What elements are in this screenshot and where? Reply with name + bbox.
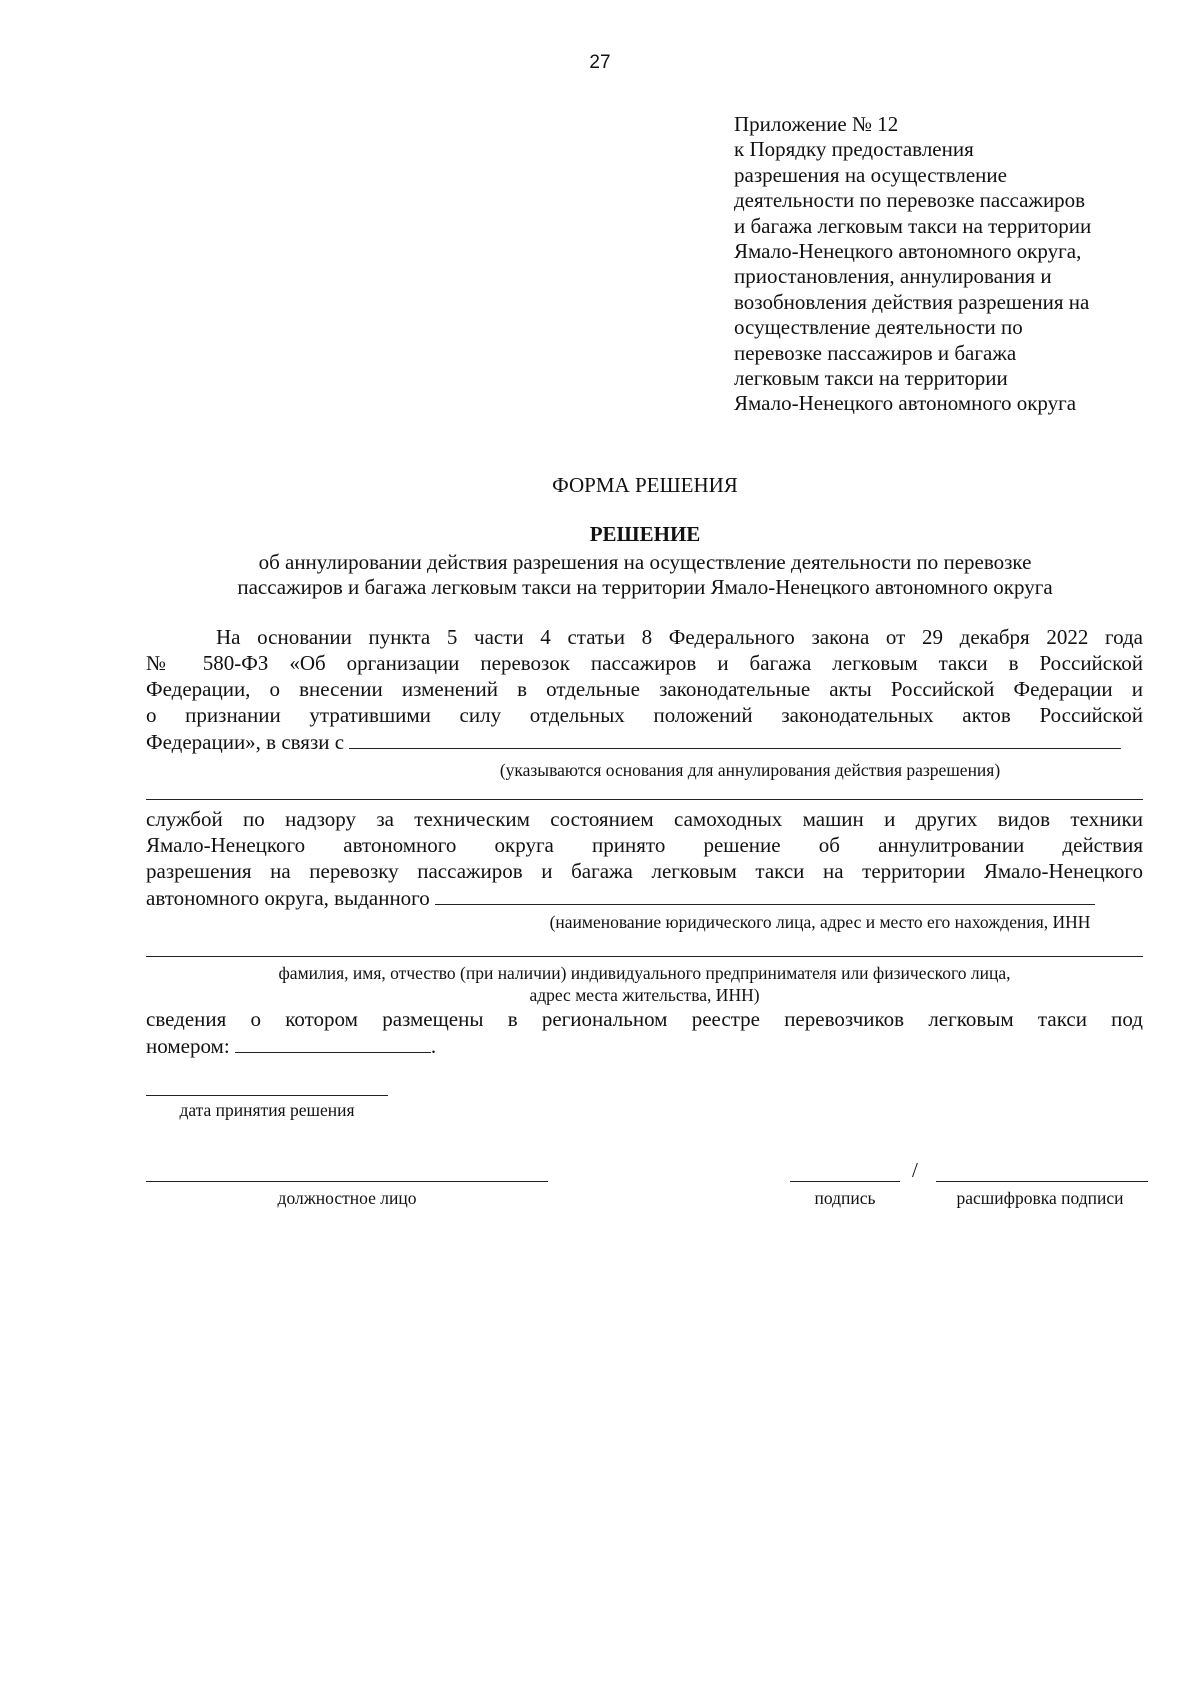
paragraph-line-text: автономного округа, выданного (146, 886, 430, 910)
date-caption: дата принятия решения (179, 1100, 355, 1120)
appendix-line: приостановления, аннулирования и (734, 264, 1052, 289)
date-blank-line (146, 1095, 388, 1096)
paragraph-line: о признании утратившими силу отдельных положений законодательных актов Российской (146, 703, 1143, 727)
document-subtitle (150, 550, 1140, 600)
paragraph-line: На основании пункта 5 части 4 статьи 8 Федерального закона от 29 декабря 2022 года (216, 625, 1143, 649)
signature-slash: / (912, 1158, 918, 1182)
subtitle-line: пассажиров и багажа легковым такси на территории Ямало-Ненецкого автономного округа (237, 575, 1053, 599)
decoding-blank-line (936, 1181, 1148, 1182)
paragraph-line: разрешения на перевозку пассажиров и багажа легковым такси на территории Ямало-Ненецкого (146, 859, 1143, 883)
registry-number-blank (235, 1032, 431, 1053)
appendix-line: перевозке пассажиров и багажа (734, 340, 1017, 365)
appendix-line: к Порядку предоставления (734, 137, 974, 162)
official-blank-line (146, 1181, 548, 1182)
signature-caption: подпись (814, 1188, 876, 1208)
paragraph-line (146, 728, 1143, 755)
grounds-blank-line (146, 799, 1143, 800)
person-caption (146, 962, 1143, 1006)
appendix-header (734, 112, 1174, 417)
page-number: 27 (589, 52, 611, 73)
signature-blank-line (790, 1181, 900, 1182)
paragraph-registry (146, 1006, 1143, 1059)
appendix-line: возобновления действия разрешения на (734, 289, 1090, 314)
appendix-line: легковым такси на территории (734, 366, 1008, 391)
paragraph-line: № 580-ФЗ «Об организации перевозок пассажиров и багажа легковым такси в Российской (146, 651, 1143, 675)
paragraph-legal-basis (146, 624, 1143, 755)
paragraph-line (146, 884, 1143, 911)
grounds-blank (349, 728, 1121, 749)
subtitle-line: об аннулировании действия разрешения на осуществление деятельности по перевозке (258, 550, 1032, 574)
appendix-line: и багажа легковым такси на территории (734, 213, 1092, 238)
paragraph-line (146, 1032, 1143, 1059)
appendix-line: Ямало-Ненецкого автономного округа (734, 391, 1077, 416)
form-title: ФОРМА РЕШЕНИЯ (552, 473, 738, 497)
appendix-line: Приложение № 12 (734, 112, 899, 136)
appendix-line: разрешения на осуществление (734, 162, 1007, 187)
issued-to-blank (435, 884, 1095, 905)
entity-caption: (наименование юридического лица, адрес и место его нахождения, ИНН (549, 912, 1091, 932)
paragraph-end: . (430, 1034, 437, 1058)
paragraph-line: сведения о котором размещены в региональном реестре перевозчиков легковым такси под (146, 1007, 1143, 1031)
appendix-line: деятельности по перевозке пассажиров (734, 188, 1086, 213)
caption-line: фамилия, имя, отчество (при наличии) индивидуального предпринимателя или физического лица, (278, 963, 1011, 983)
paragraph-line-text: номером: (146, 1034, 230, 1058)
decoding-caption: расшифровка подписи (956, 1188, 1124, 1208)
appendix-line: Ямало-Ненецкого автономного округа, (734, 239, 1082, 264)
grounds-caption: (указываются основания для аннулирования действия разрешения) (499, 760, 1001, 780)
paragraph-line: Ямало-Ненецкого автономного округа принято решение об аннулитровании действия (146, 833, 1143, 857)
paragraph-line: Федерации, о внесении изменений в отдельные законодательные акты Российской Федерации и (146, 677, 1143, 701)
caption-line: адрес места жительства, ИНН) (529, 985, 760, 1005)
entity-blank-line (146, 956, 1143, 957)
paragraph-line: службой по надзору за техническим состоянием самоходных машин и других видов техники (146, 807, 1143, 831)
official-caption: должностное лицо (277, 1188, 417, 1208)
paragraph-line-text: Федерации», в связи с (146, 730, 345, 754)
paragraph-decision (146, 806, 1143, 911)
appendix-line: осуществление деятельности по (734, 315, 1023, 340)
document-title: РЕШЕНИЕ (589, 522, 701, 546)
